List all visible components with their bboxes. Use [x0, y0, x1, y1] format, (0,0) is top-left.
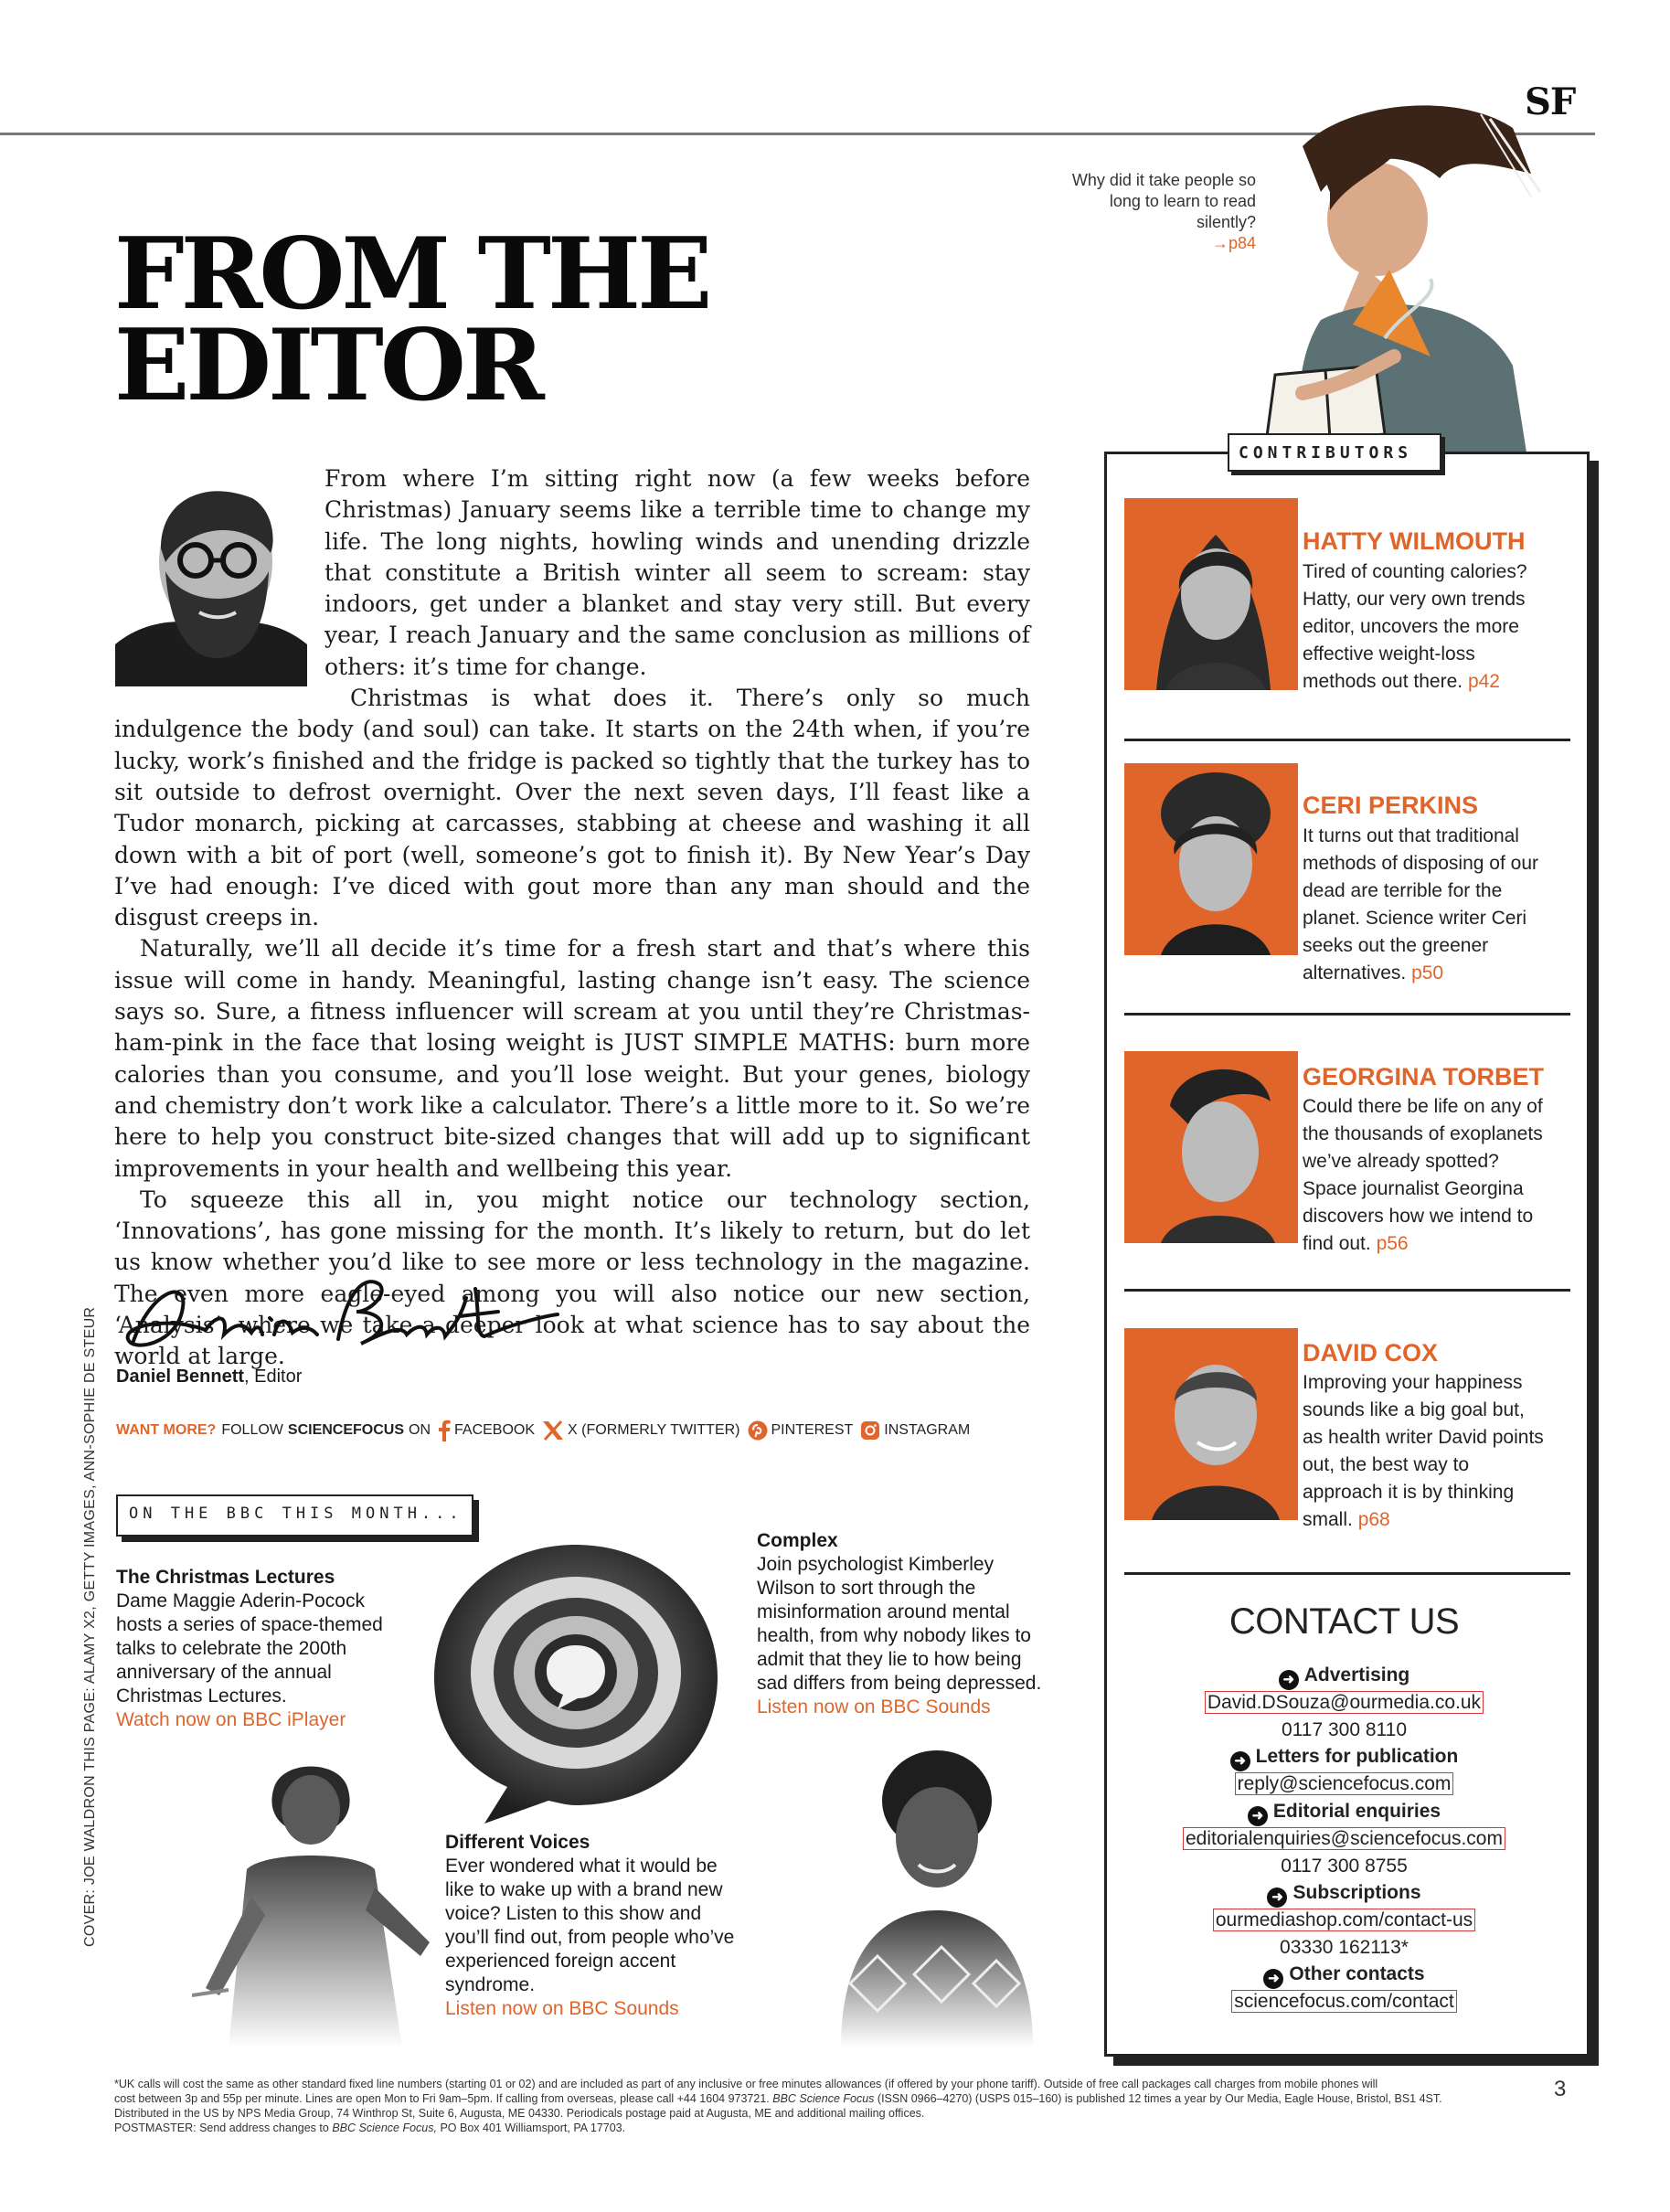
letter-paragraph-1: From where I’m sitting right now (a few weeks before Christmas) January seems like a terrible time to change my life. The long nights, howling winds and unending drizzle that constitute a British winter all seem to scream: stay indoors, get under a blanket and stay very still. But every year, I reach January and the same conclusion as millions of others: it’s time for change. [324, 465, 1030, 680]
footnote-line-1: *UK calls will cost the same as other standard fixed line numbers (starting 01 or 02) and are included as part of any inclusive or free minutes allowances (if offered by your phone tariff). Outside of free call packages call charges from mobile phones will [114, 2078, 1378, 2090]
bbc-item-christmas-lectures [116, 1566, 409, 1732]
follow-label: FOLLOW [221, 1422, 283, 1438]
contributor-divider [1124, 1013, 1570, 1016]
contributor-page-link[interactable]: p56 [1376, 1233, 1409, 1254]
bbc-item-text: Dame Maggie Aderin-Pocock hosts a series of space-themed talks to celebrate the 200th anniversary of the annual Christmas Lectures. [116, 1590, 383, 1707]
bbc-heading: ON THE BBC THIS MONTH... [129, 1505, 463, 1523]
pinterest-icon [748, 1420, 768, 1441]
bbc-item-title: Complex [757, 1530, 838, 1551]
editor-name-text: Daniel Bennett [116, 1367, 245, 1387]
publication-name: BBC Science Focus [772, 2092, 875, 2105]
contributor-name: GEORGINA TORBET [1303, 1063, 1545, 1090]
arrow-right-icon: ➜ [1279, 1670, 1299, 1690]
contact-heading-text: Editorial enquiries [1272, 1801, 1441, 1822]
contributor-page-link[interactable]: p42 [1467, 671, 1500, 692]
contributor-blurb [1303, 1093, 1549, 1258]
contributor-divider [1124, 1572, 1570, 1575]
contact-heading-text: Other contacts [1289, 1963, 1425, 1984]
subscriptions-phone: 03330 162113* [1280, 1937, 1409, 1958]
instagram-link[interactable] [860, 1420, 970, 1441]
title-line-1: FROM THE [114, 217, 709, 332]
reading-illustration [1165, 91, 1549, 452]
footnote-line-3: Distributed in the US by NPS Media Group, 74 Winthrop St, Suite 6, Augusta, ME 04330. Periodicals postage paid at Augusta, ME and additional mailing offices. [114, 2107, 925, 2120]
editor-name [116, 1367, 302, 1388]
contributor-name: DAVID COX [1303, 1339, 1439, 1367]
contributors-label-box [1228, 433, 1441, 472]
editor-photo [115, 462, 307, 686]
social-links [116, 1420, 970, 1441]
facebook-link[interactable] [438, 1420, 535, 1441]
contributor-divider [1124, 1289, 1570, 1292]
contact-heading-text: Letters for publication [1255, 1746, 1459, 1767]
teaser-page-link[interactable]: →p84 [1211, 234, 1256, 252]
listen-sounds-link[interactable]: Listen now on BBC Sounds [757, 1696, 991, 1717]
contact-advertising-heading [1104, 1664, 1584, 1690]
x-label: X (FORMERLY TWITTER) [568, 1422, 740, 1438]
contributor-blurb-text: Could there be life on any of the thousands of exoplanets we’ve already spotted? Space journalist Georgina discovers how we intend to find out. [1303, 1096, 1543, 1254]
contact-letters-heading [1104, 1746, 1584, 1771]
contributor-blurb [1303, 558, 1549, 696]
bbc-item-text: Ever wondered what it would be like to wake up with a brand new voice? Listen to this show and you’ll find out, from people who’ve experienced foreign accent syndrome. [445, 1856, 735, 1995]
bbc-item-title: Different Voices [445, 1832, 590, 1853]
contributor-blurb-text: Improving your happiness sounds like a big goal but, as health writer David points out, the best way to approach it is by thinking small. [1303, 1372, 1544, 1530]
contributor-blurb-text: It turns out that traditional methods of disposing of our dead are terrible for the planet. Science writer Ceri seeks out the greener alternatives. [1303, 825, 1538, 984]
arrow-right-icon: ➜ [1248, 1806, 1268, 1826]
editorial-email[interactable]: editorialenquiries@sciencefocus.com [1183, 1827, 1505, 1850]
arrow-right-icon: ➜ [1230, 1751, 1250, 1771]
pinterest-link[interactable] [748, 1420, 854, 1441]
instagram-icon [860, 1420, 880, 1441]
letter-paragraph-2: Christmas is what does it. There’s only so much indulgence the body (and soul) can take. It starts on the 24th when, if you’re lucky, work’s finished and the fridge is packed so tightly that the turkey has to sit outside to defrost overnight. Over the next seven days, I’ll feast like a Tudor monarch, picking at carcasses, stabbing at cheese and washing it all down with a bit of port (well, someone’s got to finish it). By New Year’s Day I’ve had enough: I’ve diced with gout more than any man should and the disgust creeps in. [114, 685, 1030, 931]
publication-name: BBC Science Focus, [332, 2122, 437, 2134]
contributor-blurb [1303, 1369, 1549, 1534]
editor-role: , Editor [244, 1367, 303, 1387]
letters-email-link[interactable] [1104, 1773, 1584, 1795]
want-more-label: WANT MORE? [116, 1422, 217, 1438]
footnote-text: PO Box 401 Williamsport, PA 17703. [440, 2122, 626, 2134]
contributor-name: HATTY WILMOUTH [1303, 527, 1526, 555]
other-contacts-link[interactable] [1104, 1991, 1584, 2013]
contributor-blurb-text: Tired of counting calories? Hatty, our very own trends editor, uncovers the more effective weight-loss methods out there. [1303, 561, 1527, 692]
footnote-text: POSTMASTER: Send address changes to [114, 2122, 329, 2134]
x-icon [542, 1420, 564, 1441]
teaser-text: Why did it take people so long to learn to read silently? [1071, 171, 1256, 231]
footnote-text: cost between 3p and 55p per minute. Lines are open Mon to Fri 9am–5pm. If calling from overseas, please call +44 1604 973721. [114, 2092, 770, 2105]
contact-other-heading [1104, 1963, 1584, 1989]
facebook-label: FACEBOOK [454, 1422, 536, 1438]
contributor-blurb [1303, 823, 1549, 987]
subscriptions-link[interactable] [1104, 1909, 1584, 1931]
advertising-email[interactable]: David.DSouza@ourmedia.co.uk [1205, 1691, 1484, 1714]
maggie-aderin-pocock-photo [192, 1750, 439, 2047]
footnote-text: (ISSN 0966–4270) (USPS 015–160) is published 12 times a year by Our Media, Eagle House, Bristol, BS1 4ST. [877, 2092, 1442, 2105]
instagram-label: INSTAGRAM [884, 1422, 971, 1438]
page-title [114, 217, 772, 423]
bbc-item-complex [757, 1529, 1049, 1719]
footnote [114, 2077, 1494, 2135]
advertising-phone: 0117 300 8110 [1281, 1719, 1408, 1740]
footnote-line-4 [114, 2121, 1494, 2135]
letter-paragraph-3: Naturally, we’ll all decide it’s time for a fresh start and that’s where this issue will come in handy. Meaningful, lasting change isn’t easy. The science says so. Sure, a fitness influencer will scream at you until they’re Christmas-ham-pink in the face that losing weight is JUST SIMPLE MATHS: burn more calories than you consume, and you’ll lose weight. But your genes, biology and chemistry don’t work like a calculator. There’s a little more to it. So we’re here to help you construct bite-sized changes that will add up to significant improvements in your health and wellbeing this year. [114, 935, 1030, 1182]
other-contacts-url[interactable]: sciencefocus.com/contact [1231, 1990, 1456, 2013]
advertising-email-link[interactable] [1104, 1692, 1584, 1714]
footnote-line-2 [114, 2091, 1494, 2106]
contact-title: CONTACT US [1229, 1601, 1460, 1642]
contributor-page-link[interactable]: p50 [1411, 962, 1444, 984]
sf-logo: SF [1525, 80, 1576, 123]
bbc-item-text: Join psychologist Kimberley Wilson to sort through the misinformation around mental health, from why nobody likes to admit that they lie to how being sad differs from being depressed. [757, 1554, 1042, 1694]
teaser [1051, 170, 1256, 254]
pinterest-label: PINTEREST [771, 1422, 854, 1438]
contributor-divider [1124, 739, 1570, 741]
bbc-item-different-voices [445, 1831, 738, 2021]
contributor-page-link[interactable]: p68 [1357, 1509, 1390, 1530]
contributor-photo-georgina [1124, 1051, 1298, 1243]
social-handle: SCIENCEFOCUS [287, 1422, 405, 1438]
letters-email[interactable]: reply@sciencefocus.com [1235, 1772, 1454, 1795]
arrow-right-icon: ➜ [1263, 1969, 1283, 1989]
kimberley-wilson-photo [804, 1746, 1069, 2047]
contributors-label: CONTRIBUTORS [1239, 443, 1413, 463]
bbc-sounds-bubble-icon [420, 1526, 731, 1828]
editorial-email-link[interactable] [1104, 1828, 1584, 1850]
editor-signature [114, 1261, 562, 1362]
page-number: 3 [1554, 2077, 1567, 2101]
facebook-icon [438, 1420, 451, 1441]
contact-editorial-heading [1104, 1801, 1584, 1826]
listen-sounds-link[interactable]: Listen now on BBC Sounds [445, 1998, 679, 2019]
contributor-name: CERI PERKINS [1303, 792, 1479, 819]
arrow-right-icon: ➜ [1267, 1888, 1287, 1908]
contact-subscriptions-heading [1104, 1882, 1584, 1908]
subscriptions-url[interactable]: ourmediashop.com/contact-us [1213, 1909, 1475, 1931]
photo-credit: COVER: JOE WALDRON THIS PAGE: ALAMY X2, GETTY IMAGES, ANN-SOPHIE DE STEUR [82, 1306, 98, 1947]
contributor-photo-ceri [1124, 763, 1298, 955]
contributor-photo-hatty [1124, 498, 1298, 690]
x-link[interactable] [542, 1420, 739, 1441]
contact-heading-text: Advertising [1303, 1664, 1410, 1686]
letter-paragraph-4: To squeeze this all in, you might notice our technology section, ‘Innovations’, has gone missing for the month. It’s likely to return, but do let us know whether you’d like to see more or less technology in the magazine. The even more eagle-eyed among you will also notice our new section, ‘Analysis’, where we take a deeper look at what science has to say about the world at large. [114, 1186, 1030, 1370]
title-line-2: EDITOR [114, 308, 541, 423]
bbc-item-title: The Christmas Lectures [116, 1567, 335, 1588]
on-label: ON [409, 1422, 431, 1438]
contact-heading-text: Subscriptions [1292, 1882, 1421, 1903]
editorial-phone: 0117 300 8755 [1281, 1856, 1408, 1877]
watch-iplayer-link[interactable]: Watch now on BBC iPlayer [116, 1709, 346, 1730]
contributor-photo-david [1124, 1328, 1298, 1520]
